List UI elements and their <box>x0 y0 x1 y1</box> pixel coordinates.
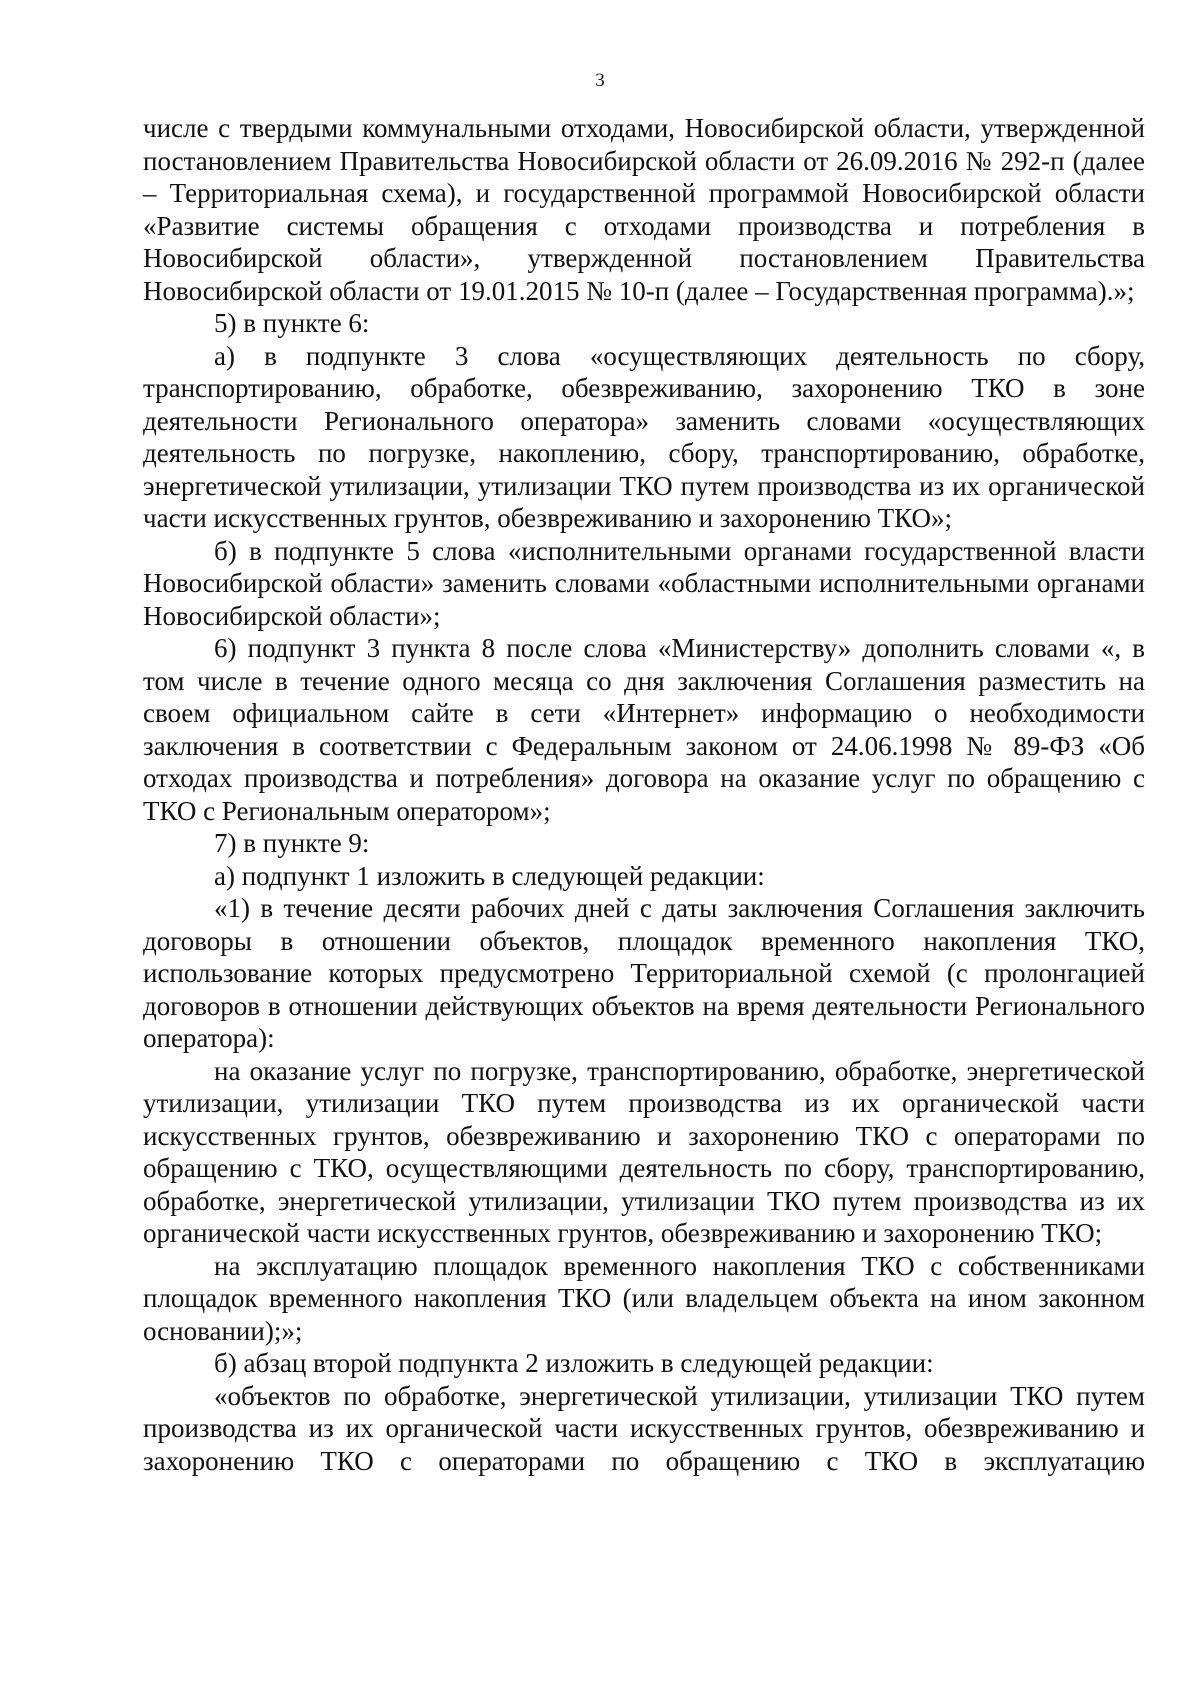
paragraph-quoted-objects: «объектов по обработке, энергетической утилизации, утилизации ТКО путем производства из их органической части искусственных грунтов, обезвреживанию и захоронению ТКО с операторами по обращению с ТКО в эксплуатацию <box>143 1380 1145 1476</box>
paragraph-item-5a: а) в подпункте 3 слова «осуществляющих деятельность по сбору, транспортированию, обработке, обезвреживанию, захоронению ТКО в зоне деятельности Регионального оператора» заменить словами «осуществляющих деятельность по погрузке, накоплению, сбору, транспортированию, обработке, энергетической утилизации, утилизации ТКО путем производства из их органической части искусственных грунтов, обезвреживанию и захоронению ТКО»; <box>143 340 1145 533</box>
paragraph-item-5b: б) в подпункте 5 слова «исполнительными органами государственной власти Новосибирской области» заменить словами «областными исполнительными органами Новосибирской области»; <box>143 535 1145 631</box>
document-body <box>143 112 1145 1477</box>
paragraph-item-6: 6) подпункт 3 пункта 8 после слова «Министерству» дополнить словами «, в том числе в течение одного месяца со дня заключения Соглашения разместить на своем официальном сайте в сети «Интернет» информацию о необходимости заключения в соответствии с Федеральным законом от 24.06.1998 № 89-ФЗ «Об отходах производства и потребления» договора на оказание услуг по обращению с ТКО с Региональным оператором»; <box>143 633 1145 826</box>
paragraph-services-contract: на оказание услуг по погрузке, транспортированию, обработке, энергетической утилизации, утилизации ТКО путем производства из их органической части искусственных грунтов, обезвреживанию и захоронению ТКО с операторами по обращению с ТКО, осуществляющими деятельность по сбору, транспортированию, обработке, энергетической утилизации, утилизации ТКО путем производства из их органической части искусственных грунтов, обезвреживанию и захоронению ТКО; <box>143 1055 1145 1248</box>
page-number: 3 <box>595 70 605 91</box>
paragraph-item-7: 7) в пункте 9: <box>214 828 370 858</box>
paragraph-item-5: 5) в пункте 6: <box>214 308 370 338</box>
paragraph-item-7b: б) абзац второй подпункта 2 изложить в следующей редакции: <box>214 1348 934 1378</box>
paragraph-operation-contract: на эксплуатацию площадок временного накопления ТКО с собственниками площадок временного накопления ТКО (или владельцем объекта на ином законном основании);»; <box>143 1250 1145 1346</box>
paragraph-item-7a: а) подпункт 1 изложить в следующей редакции: <box>214 860 765 891</box>
paragraph-quoted-subitem-1: «1) в течение десяти рабочих дней с даты заключения Соглашения заключить договоры в отношении объектов, площадок временного накопления ТКО, использование которых предусмотрено Территориальной схемой (с пролонгацией договоров в отношении действующих объектов на время деятельности Регионального оператора): <box>143 893 1145 1053</box>
paragraph-continuation: числе с твердыми коммунальными отходами, Новосибирской области, утвержденной постановлением Правительства Новосибирской области от 26.09.2016 № 292-п (далее – Территориальная схема), и государственной программой Новосибирской области «Развитие системы обращения с отходами производства и потребления в Новосибирской области», утвержденной постановлением Правительства Новосибирской области от 19.01.2015 № 10-п (далее – Государственная программа).»; <box>143 113 1145 306</box>
